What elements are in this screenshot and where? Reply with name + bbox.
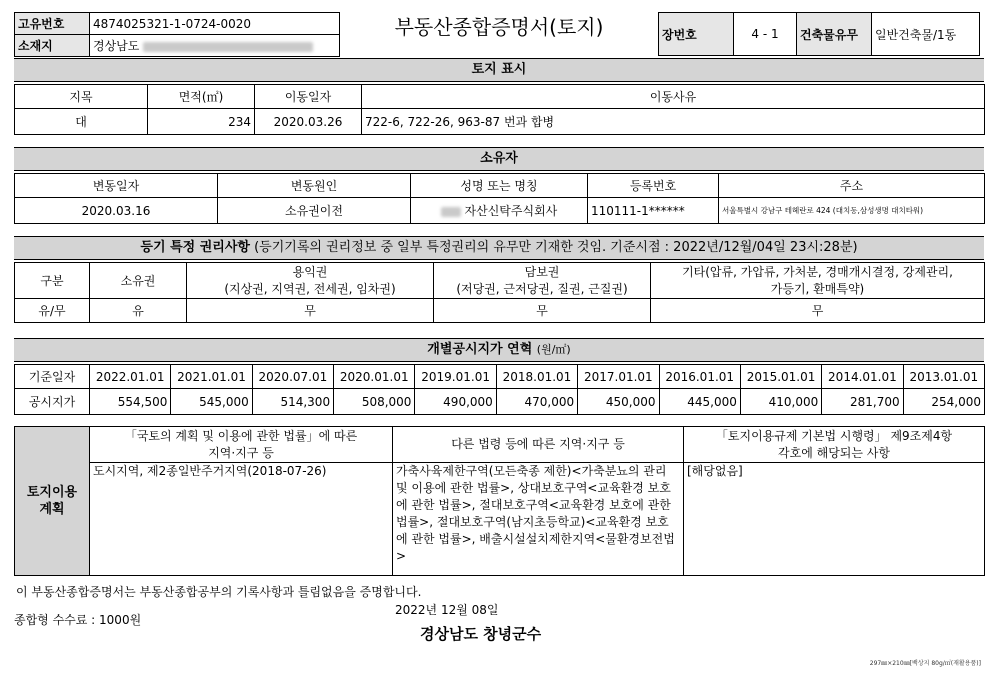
price-value: 450,000	[578, 389, 659, 415]
id-value: 4874025321-1-0724-0020	[90, 13, 340, 35]
owner-header-address: 주소	[719, 174, 985, 198]
price-value: 410,000	[740, 389, 821, 415]
certify-text: 이 부동산종합증명서는 부동산종합공부의 기록사항과 틀림없음을 증명합니다.	[16, 585, 422, 599]
building-label: 건축물유무	[797, 13, 872, 56]
rights-header-usufruct-sub: (지상권, 지역권, 전세권, 임차권)	[224, 281, 396, 296]
rights-header-security: 담보권	[524, 264, 560, 279]
sheet-label: 장번호	[659, 13, 734, 56]
location-value: 경상남도	[93, 39, 140, 53]
rights-title-rest: (등기기록의 권리정보 중 일부 특정권리의 유무만 기재한 것임. 기준시점 : 2022년/12월/04일 23시:28분)	[254, 240, 858, 255]
price-date: 2020.07.01	[252, 365, 333, 389]
owner-header-date: 변동일자	[15, 174, 218, 198]
sheet-value: 4 - 1	[734, 13, 797, 56]
owner-section-title: 소유자	[14, 147, 984, 171]
rights-header-other-sub: 가등기, 환매특약)	[770, 281, 865, 296]
header-sheet-table	[658, 12, 980, 56]
location-label: 소재지	[15, 35, 90, 57]
land-header-date: 이동일자	[255, 85, 362, 109]
landuse-h1-sub: 지역·지구 등	[208, 445, 274, 460]
price-date: 2020.01.01	[334, 365, 415, 389]
landuse-h3: 「토지이용규제 기본법 시행령」 제9조제4항	[715, 428, 953, 443]
owner-address: 서울특별시 강남구 테헤란로 424 (대치동,삼성생명 대치타워)	[719, 198, 985, 224]
landuse-c1: 도시지역, 제2종일반주거지역(2018-07-26)	[90, 463, 393, 576]
price-date: 2016.01.01	[659, 365, 740, 389]
rights-row-label: 유/무	[15, 299, 90, 323]
land-category: 대	[15, 109, 148, 135]
rights-header-other: 기타(압류, 가압류, 가처분, 경매개시결정, 강제관리,	[682, 264, 953, 279]
rights-header-usufruct: 용익권	[292, 264, 328, 279]
fee-text: 종합형 수수료 : 1000원	[14, 613, 142, 627]
owner-regno: 110111-1******	[588, 198, 719, 224]
building-value: 일반건축물/1동	[872, 13, 980, 56]
rights-header-security-sub: (저당권, 근저당권, 질권, 근질권)	[456, 281, 628, 296]
landuse-h2: 다른 법령 등에 따른 지역·지구 등	[393, 427, 684, 463]
land-header-area: 면적(㎡)	[148, 85, 255, 109]
owner-cause: 소유권이전	[218, 198, 411, 224]
rights-table	[14, 262, 985, 323]
issue-date: 2022년 12월 08일	[395, 603, 499, 617]
issuer: 경상남도 창녕군수	[420, 625, 542, 643]
price-date: 2018.01.01	[496, 365, 577, 389]
price-unit: (원/㎡)	[536, 343, 571, 356]
owner-table	[14, 173, 985, 224]
owner-header-cause: 변동원인	[218, 174, 411, 198]
land-header-reason: 이동사유	[362, 85, 985, 109]
price-value: 470,000	[496, 389, 577, 415]
price-table	[14, 364, 985, 415]
price-value: 490,000	[415, 389, 496, 415]
price-value: 445,000	[659, 389, 740, 415]
land-area: 234	[148, 109, 255, 135]
landuse-c3: [해당없음]	[684, 463, 985, 576]
landuse-h1: 「국토의 계획 및 이용에 관한 법률」에 따른	[124, 428, 358, 443]
landuse-h3-sub: 각호에 해당되는 사항	[778, 445, 890, 460]
header-id-table	[14, 12, 340, 57]
price-value: 281,700	[822, 389, 903, 415]
price-value: 254,000	[903, 389, 984, 415]
rights-ownership: 유	[90, 299, 187, 323]
price-value: 508,000	[334, 389, 415, 415]
rights-section-title	[14, 236, 984, 260]
redacted-address	[143, 42, 313, 52]
land-date: 2020.03.26	[255, 109, 362, 135]
document-title: 부동산종합증명서(토지)	[394, 15, 604, 39]
rights-header-type: 구분	[15, 263, 90, 299]
price-value: 554,500	[90, 389, 171, 415]
land-reason: 722-6, 722-26, 963-87 번과 합병	[362, 109, 985, 135]
price-date: 2013.01.01	[903, 365, 984, 389]
owner-name: 자산신탁주식회사	[464, 204, 558, 218]
land-header-category: 지목	[15, 85, 148, 109]
price-value: 514,300	[252, 389, 333, 415]
price-section-title	[14, 338, 984, 362]
rights-security: 무	[434, 299, 651, 323]
redacted-name	[441, 207, 461, 217]
id-label: 고유번호	[15, 13, 90, 35]
price-date: 2021.01.01	[171, 365, 252, 389]
price-date: 2015.01.01	[740, 365, 821, 389]
landuse-table	[14, 426, 985, 576]
price-value-label: 공시지가	[15, 389, 90, 415]
rights-header-ownership: 소유권	[90, 263, 187, 299]
price-date: 2019.01.01	[415, 365, 496, 389]
land-section-title: 토지 표시	[14, 58, 984, 82]
paper-spec: 297㎜×210㎜[백상지 80g/㎡(재활용품)]	[869, 660, 981, 667]
owner-header-name: 성명 또는 명칭	[411, 174, 588, 198]
price-title: 개별공시지가 연혁	[427, 342, 533, 357]
owner-date: 2020.03.16	[15, 198, 218, 224]
price-date: 2014.01.01	[822, 365, 903, 389]
land-table	[14, 84, 985, 135]
landuse-title-sub: 계획	[39, 502, 65, 517]
price-value: 545,000	[171, 389, 252, 415]
price-date: 2017.01.01	[578, 365, 659, 389]
landuse-title: 토지이용	[26, 485, 78, 500]
price-date: 2022.01.01	[90, 365, 171, 389]
owner-header-regno: 등록번호	[588, 174, 719, 198]
rights-other: 무	[651, 299, 985, 323]
price-date-label: 기준일자	[15, 365, 90, 389]
landuse-c2: 가축사육제한구역(모든축종 제한)<가축분뇨의 관리 및 이용에 관한 법률>, 상대보호구역<교육환경 보호에 관한 법률>, 절대보호구역<교육환경 보호에 관한 법률>, 절대보호구역(남지초등학교)<교육환경 보호에 관한 법률>, 배출시설설치제한지역<물환경보전법>	[393, 463, 684, 576]
rights-usufruct: 무	[187, 299, 434, 323]
rights-title-bold: 등기 특정 권리사항	[140, 240, 250, 255]
